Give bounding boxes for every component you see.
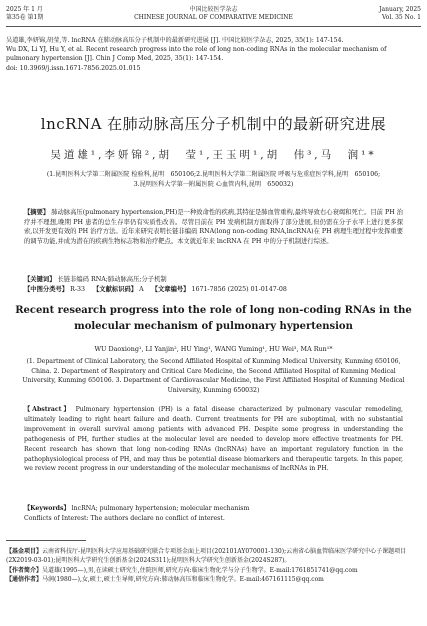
- running-header: [6, 4, 421, 27]
- affiliation-cn-line: 3.昆明医科大学第一附属医院 心血管内科,昆明 650032): [133, 180, 294, 188]
- author-list-cn: 吴道雄¹,李妍锦²,胡 莹¹,王玉明¹,胡 伟³,马 润¹*: [50, 149, 377, 161]
- citation-en: Wu DX, Li YJ, Hu Y, et al. Recent research progress into the role of long non-coding RNAs in the molecular mechanism of pulmonary hypertension [J]. Chin J Comp Med, 2025, 35(1): 147-154.: [6, 46, 387, 63]
- citation-block: [6, 36, 421, 73]
- classification-cn: [24, 285, 403, 295]
- corresponding-author-note: [6, 575, 421, 584]
- document-code-label: 【文献标识码】: [93, 286, 138, 293]
- author-bio-text: 吴道雄(1995—),男,在读硕士研究生,住院医师,研究方向:临床生物化学与分子生物学。E-mail:1761851741@qq.com: [42, 566, 358, 574]
- author-bio-label: 【作者简介】: [6, 566, 43, 574]
- footnote-divider: [6, 540, 86, 541]
- abstract-en-text: Pulmonary hypertension (PH) is a fatal disease characterized by pulmonary vascular remodeling, ultimately leading to right heart failure and death. Current treatments for PH are suboptimal, with no substantial improvement in overall survival among patients with advanced PH. Despite some progress in understanding the pathogenesis of PH, further studies at the molecular level are needed to develop more effective treatments for PH. Recent research has shown that long non-coding RNAs (lncRNAs) have an important regulatory function in the pathophysiological process of PH, and may thus be potential disease biomarkers and therapeutic targets. In this paper, we review recent progress in our understanding of the molecular mechanisms of lncRNAs in PH.: [24, 406, 404, 473]
- corresponding-author-label: 【通信作者】: [6, 575, 43, 583]
- keywords-cn-label: 【关键词】: [24, 276, 56, 283]
- author-bio-note: [6, 566, 421, 575]
- journal-name-en: CHINESE JOURNAL OF COMPARATIVE MEDICINE: [134, 14, 293, 21]
- affiliation-cn-line: (1.昆明医科大学第二附属医院 检验科,昆明 650106;2.昆明医科大学第二附属医院 呼吸与危重症医学科,昆明 650106;: [46, 171, 381, 178]
- funding-note: [6, 547, 421, 566]
- document-code: A: [139, 286, 144, 293]
- affiliations-cn: [16, 170, 411, 189]
- header-date-cn: 2025 年 1 月: [6, 6, 43, 13]
- abstract-cn-label: 【摘要】: [24, 209, 50, 216]
- affiliations-en: (1. Department of Clinical Laboratory, the Second Affiliated Hospital of Kunming Medical University, Kunming 650106, China. 2. Department of Respiratory and Critical Care Medicine, the Second Affiliated Hospital of Kunming Medical University, Kunming 650106. 3. Department of Cardiovascular Medicine, the First Affiliated Hospital of Kunming Medical University, Kunming 650032): [22, 358, 405, 394]
- abstract-cn: [24, 208, 403, 246]
- header-issue-en: [379, 6, 421, 22]
- corresponding-author-text: 马润(1980—),女,硕士,硕士生导师,研究方向:肺动脉高压和临床生物化学。E-mail:467161115@qq.com: [42, 575, 324, 583]
- funding-text: 云南省科技厅-昆明医科大学应用基础研究联合专项基金面上项目(202101AY070001-130);云南省心脑血管临床医学研究中心子课题项目(2X2019-03-01);昆明医科大学研究生创新基金(2024S311);昆明医科大学研究生创新基金(2024S287)。: [6, 548, 407, 565]
- article-title-en: Recent research progress into the role of long non-coding RNAs in the molecular mechanism of pulmonary hypertension: [15, 305, 412, 332]
- abstract-cn-text: 肺动脉高压(pulmonary hypertension,PH)是一种致命性的疾病,其特征是肺血管重构,最终导致右心衰竭和死亡。目前 PH 治疗并不理想,晚期 PH 患者的总生存率仍有实质性改善。尽管目前在 PH 发病机制方面取得了部分进展,但仍需在分子水平上进行更多探索,以开发更有效的 PH 治疗方法。近年来研究表明长链非编码 RNA(long non-coding RNA,lncRNA)在 PH 病理生理过程中发挥重要的调节功能,并成为潜在的疾病生物标志物和治疗靶点。本文就近年来 lncRNA 在 PH 中的分子机制进行综述。: [24, 209, 404, 245]
- keywords-en: [24, 504, 403, 514]
- conflict-of-interest: Conflicts of Interest: The authors declare no conflict of interest.: [24, 515, 225, 522]
- footnotes: [6, 547, 421, 584]
- abstract-en: [24, 405, 403, 474]
- keywords-cn-text: 长链非编码 RNA;肺动脉高压;分子机制: [57, 276, 167, 283]
- doi: doi: 10.3969/j.issn.1671-7856.2025.01.015: [6, 64, 141, 72]
- keywords-en-label: 【Keywords】: [24, 505, 70, 512]
- funding-label: 【基金项目】: [6, 548, 43, 555]
- article-number: 1671-7856 (2025) 01-0147-08: [191, 286, 287, 293]
- article-title-cn: lncRNA 在肺动脉高压分子机制中的最新研究进展: [40, 115, 387, 133]
- clc-number: R-33: [70, 286, 85, 293]
- abstract-en-label: 【Abstract】: [24, 406, 72, 413]
- clc-label: 【中图分类号】: [24, 286, 69, 293]
- keywords-cn: [24, 275, 403, 285]
- header-date-en: January, 2025: [379, 6, 421, 13]
- article-number-label: 【文章编号】: [151, 286, 190, 293]
- author-list-en: WU Daoxiong¹, LI Yanjin², HU Ying¹, WANG Yuming¹, HU Wei³, MA Run¹*: [94, 345, 333, 353]
- citation-cn: 吴道雄,李妍锦,胡莹,等. lncRNA 在肺动脉高压分子机制中的最新研究进展 [J]. 中国比较医学杂志, 2025, 35(1): 147-154.: [6, 37, 344, 44]
- header-volume-cn: 第35卷 第1期: [6, 14, 44, 21]
- header-journal: [6, 6, 421, 22]
- header-volume-en: Vol. 35 No. 1: [381, 14, 421, 21]
- journal-name-cn: 中国比较医学杂志: [189, 6, 238, 13]
- keywords-en-text: lncRNA; pulmonary hypertension; molecular mechanism: [71, 505, 250, 512]
